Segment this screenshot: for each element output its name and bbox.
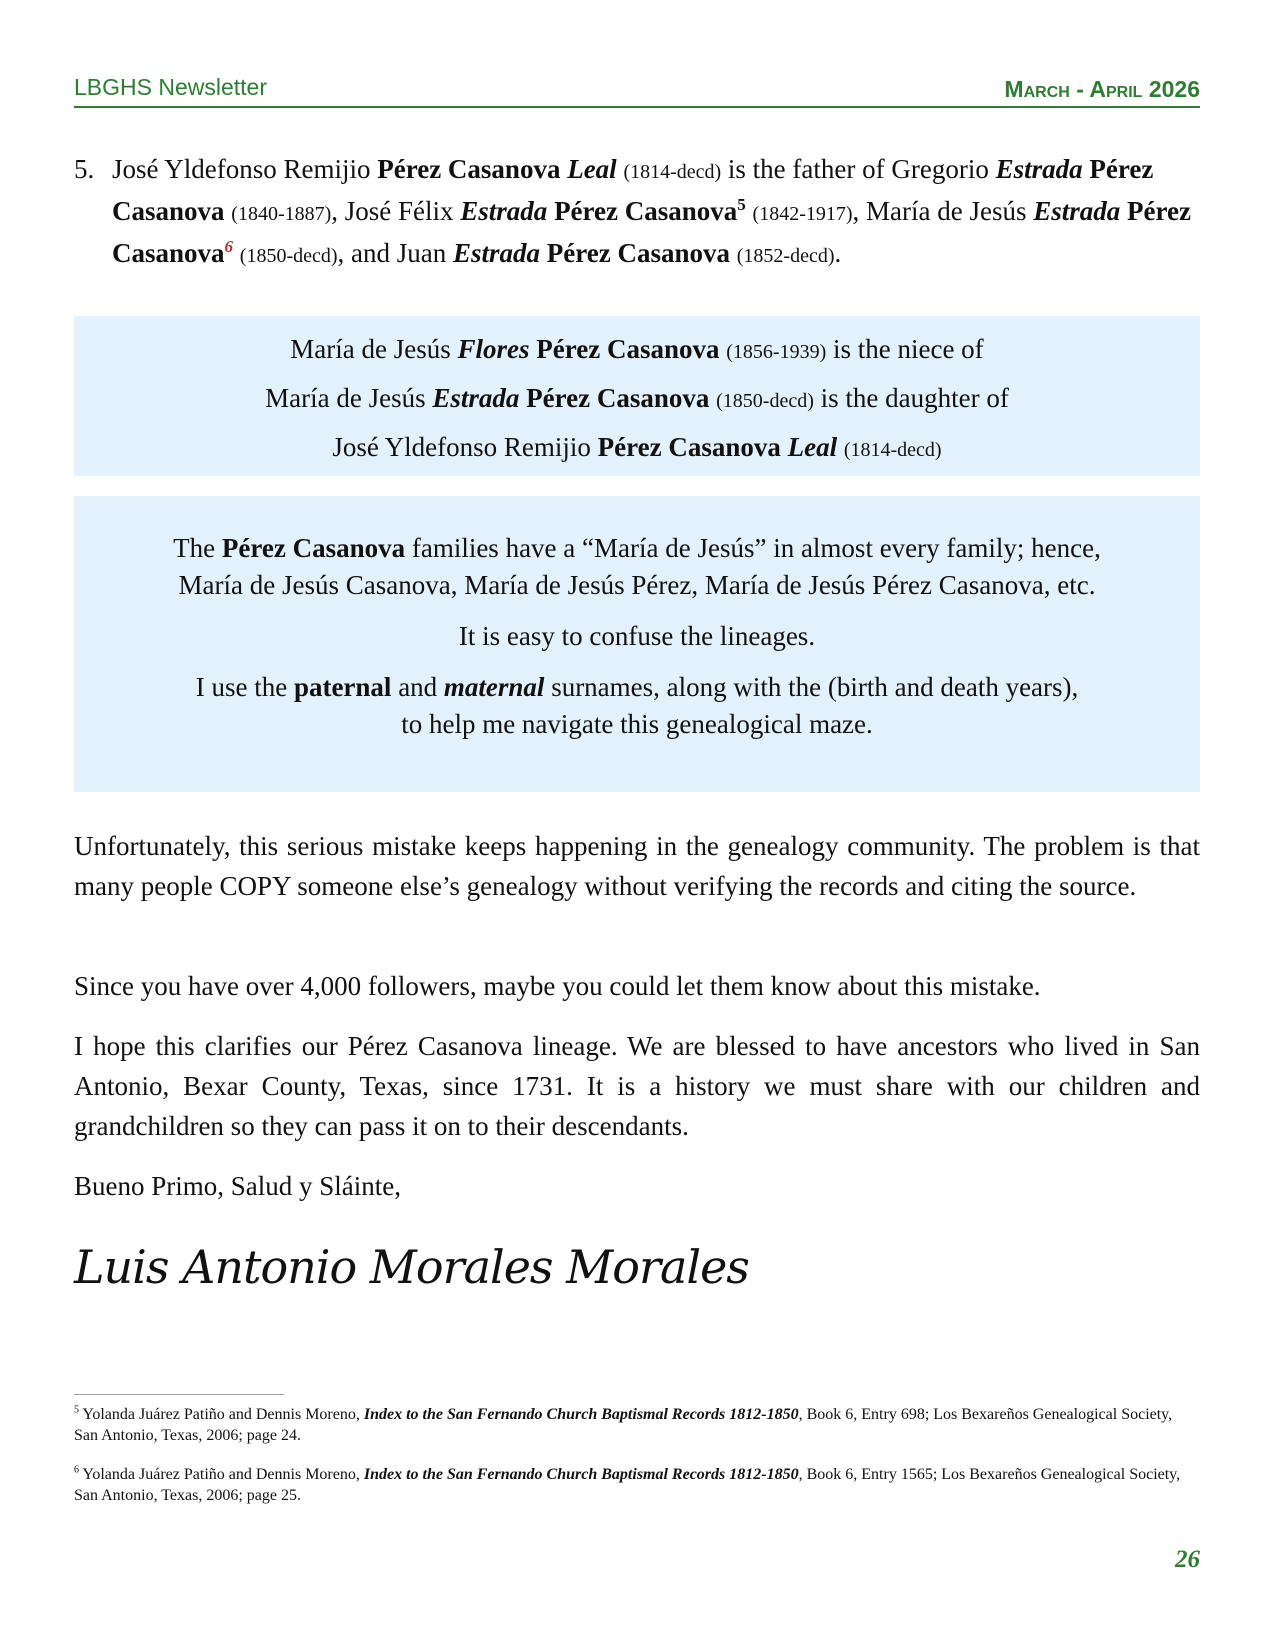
footnote-6: $^6$ Yolanda Juárez Patiño and Dennis Moreno, Index to the San Fernando Church Baptismal Records 1812-1850, Book 6, Entry 1565; Los Bexareños Genealogical Society, San Antonio, Texas, 2006; page 25. [74,1464,1181,1504]
footnote-divider [74,1394,284,1395]
footnote-5: $^5$ Yolanda Juárez Patiño and Dennis Moreno, Index to the San Fernando Church Baptismal Records 1812-1850, Book 6, Entry 698; Los Bexareños Genealogical Society, San Antonio, Texas, 2006; page 24. [74,1404,1173,1444]
footnote-ref-6[interactable]: 6 [224,237,234,256]
signature: Luis Antonio Morales Morales [74,1240,749,1294]
lineage-line-3: José Yldefonso Remijio Pérez Casanova Leal (1814-decd) [332,432,942,462]
lineage-callout-box [74,316,1200,476]
lineage-line-1: María de Jesús Flores Pérez Casanova (1856-1939) is the niece of [290,334,984,364]
newsletter-header [74,72,1200,108]
body-paragraph-3: I hope this clarifies our Pérez Casanova lineage. We are blessed to have ancestors who lived in San Antonio, Bexar County, Texas, since 1731. It is a history we must share with our children and grandchildren so they can pass it on to their descendants. [74,1031,1200,1141]
list-item-5 [74,150,1200,276]
body-paragraph-2: Since you have over 4,000 followers, maybe you could let them know about this mistake. [74,971,1041,1001]
issue-date: March - April 2026 [1004,76,1200,102]
note-paragraph-2: It is easy to confuse the lineages. [458,621,816,651]
newsletter-title: LBGHS Newsletter [74,74,268,100]
footnote-ref-5[interactable]: 5 [737,195,746,214]
note-paragraph-1: The Pérez Casanova families have a “María de Jesús” in almost every family; hence, María de Jesús Casanova, María de Jesús Pérez, María de Jesús Pérez Casanova, etc. [173,533,1101,600]
page-number: 26 [1175,1546,1200,1573]
list-number: 5. [74,154,95,184]
lineage-line-2: María de Jesús Estrada Pérez Casanova (1850-decd) is the daughter of [265,383,1009,413]
closing-line: Bueno Primo, Salud y Sláinte, [74,1171,401,1201]
note-paragraph-3: I use the paternal and maternal surnames, along with the (birth and death years), to help me navigate this genealogical maze. [195,672,1079,739]
body-paragraph-1: Unfortunately, this serious mistake keeps happening in the genealogy community. The problem is that many people COPY someone else’s genealogy without verifying the records and citing the source. [74,831,1200,901]
note-callout-box [74,496,1200,792]
list-item-text: José Yldefonso Remijio Pérez Casanova Leal (1814-decd) is the father of Gregorio Estrada Pérez Casanova (1840-1887), José Félix Estrada Pérez Casanova$^5$ (1842-1917), María de Jesús Estrada Pérez Casanova$^6$ (1850-decd), and Juan Estrada Pérez Casanova (1852-decd). [112,154,1191,268]
